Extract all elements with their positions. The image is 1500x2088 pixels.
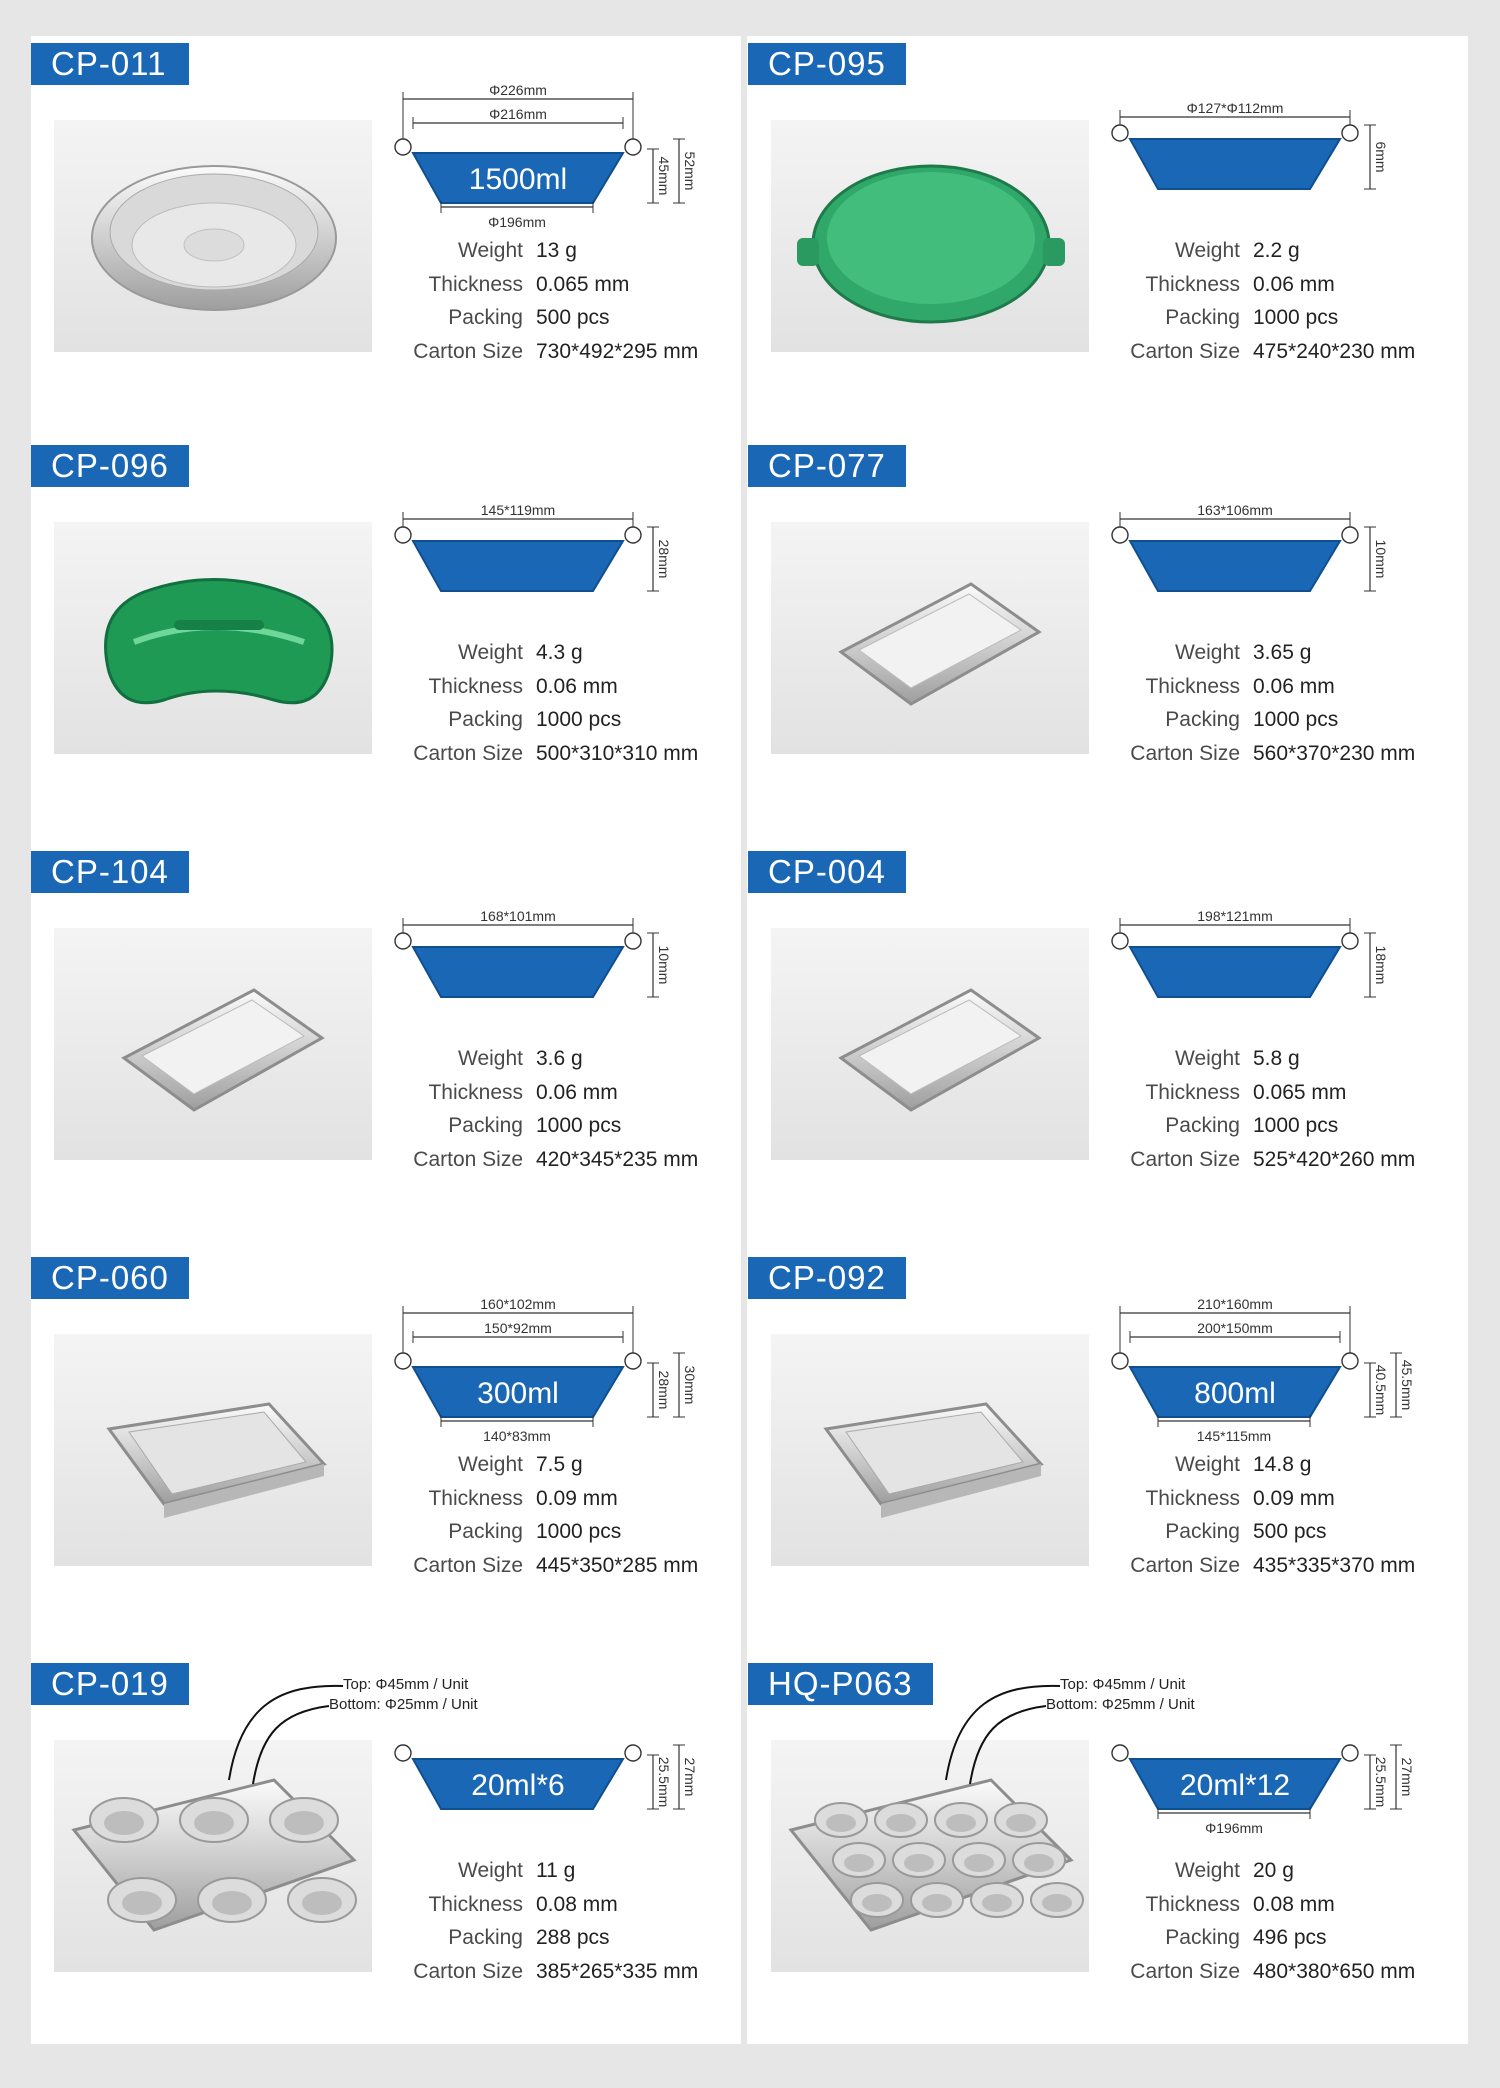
spec-thickness: Thickness 0.08 mm xyxy=(428,1892,618,1916)
spec-carton-size: Carton Size 420*345*235 mm xyxy=(413,1147,699,1171)
product-photo xyxy=(54,522,372,754)
dimension-diagram xyxy=(1108,861,1448,1021)
dim-height-outer: 27mm xyxy=(1399,1757,1415,1797)
dim-height-inner: 45mm xyxy=(656,156,672,196)
dim-height-outer: 10mm xyxy=(656,945,672,985)
dim-top-outer: 145*119mm xyxy=(480,502,556,518)
column-divider xyxy=(741,36,747,2044)
product-code: CP-104 xyxy=(31,851,189,893)
dim-top-inner: Φ216mm xyxy=(489,106,547,122)
spec-carton-size: Carton Size 525*420*260 mm xyxy=(1130,1147,1416,1171)
callout-bottom: Bottom: Φ25mm / Unit xyxy=(329,1696,478,1713)
dim-height-outer: 52mm xyxy=(682,151,698,191)
callout-leader-lines xyxy=(918,1684,1068,1794)
product-card-cp-004 xyxy=(748,846,1458,1246)
dim-top-outer: 168*101mm xyxy=(480,908,556,924)
spec-weight: Weight 3.65 g xyxy=(1175,641,1312,664)
dim-top-outer: 198*121mm xyxy=(1197,908,1273,924)
spec-packing: Packing 1000 pcs xyxy=(448,708,622,731)
dim-height-outer: 27mm xyxy=(682,1757,698,1797)
spec-thickness: Thickness 0.065 mm xyxy=(1145,1080,1347,1104)
spec-thickness: Thickness 0.08 mm xyxy=(1145,1892,1335,1916)
dim-top-inner: 200*150mm xyxy=(1197,1320,1273,1336)
spec-carton-size: Carton Size 445*350*285 mm xyxy=(413,1553,699,1577)
volume-label: 20ml*12 xyxy=(1179,1769,1291,1802)
dim-top-outer: Φ226mm xyxy=(489,82,547,98)
product-card-cp-096 xyxy=(31,440,741,840)
dim-height-outer: 18mm xyxy=(1373,945,1389,985)
spec-packing: Packing 500 pcs xyxy=(1165,1520,1327,1543)
dim-height-inner: 25.5mm xyxy=(656,1756,672,1808)
spec-table xyxy=(1088,1854,1428,1988)
product-code: CP-011 xyxy=(31,43,189,85)
product-code: HQ-P063 xyxy=(748,1663,933,1705)
spec-thickness: Thickness 0.06 mm xyxy=(1145,674,1335,698)
spec-table xyxy=(371,1448,711,1582)
product-photo xyxy=(771,522,1089,754)
product-photo xyxy=(54,928,372,1160)
spec-packing: Packing 1000 pcs xyxy=(1165,1114,1339,1137)
product-card-cp-092 xyxy=(748,1252,1458,1652)
dim-bottom: Φ196mm xyxy=(1205,1820,1263,1836)
product-card-cp-104 xyxy=(31,846,741,1246)
dimension-diagram xyxy=(1108,455,1448,615)
product-card-cp-060 xyxy=(31,1252,741,1652)
product-code: CP-095 xyxy=(748,43,906,85)
product-code: CP-060 xyxy=(31,1257,189,1299)
dimension-diagram xyxy=(1108,53,1448,213)
dim-height-outer: 45.5mm xyxy=(1399,1359,1415,1411)
product-card-cp-077 xyxy=(748,440,1458,840)
product-photo xyxy=(771,928,1089,1160)
spec-thickness: Thickness 0.09 mm xyxy=(1145,1486,1335,1510)
volume-label: 300ml xyxy=(477,1377,559,1410)
spec-weight: Weight 2.2 g xyxy=(1175,239,1300,262)
dim-bottom: 145*115mm xyxy=(1196,1428,1272,1444)
dim-bottom: Φ196mm xyxy=(488,214,546,230)
dimension-diagram xyxy=(391,861,731,1021)
spec-thickness: Thickness 0.09 mm xyxy=(428,1486,618,1510)
dim-height-outer: 6mm xyxy=(1373,141,1389,173)
dim-height-inner: 25.5mm xyxy=(1373,1756,1389,1808)
dim-top-outer: 210*160mm xyxy=(1197,1296,1273,1312)
dim-height-outer: 30mm xyxy=(682,1365,698,1405)
dim-top-outer: Φ127*Φ112mm xyxy=(1186,100,1284,116)
volume-label: 800ml xyxy=(1194,1377,1276,1410)
product-code: CP-092 xyxy=(748,1257,906,1299)
dim-top-inner: 150*92mm xyxy=(484,1320,552,1336)
spec-weight: Weight 14.8 g xyxy=(1175,1453,1312,1476)
dimension-diagram xyxy=(391,1267,731,1444)
spec-thickness: Thickness 0.065 mm xyxy=(428,272,630,296)
spec-thickness: Thickness 0.06 mm xyxy=(428,674,618,698)
product-code: CP-004 xyxy=(748,851,906,893)
spec-packing: Packing 1000 pcs xyxy=(448,1520,622,1543)
dim-height-inner: 40.5mm xyxy=(1373,1364,1389,1416)
dim-height-outer: 10mm xyxy=(1373,539,1389,579)
dim-height-outer: 28mm xyxy=(656,539,672,579)
dim-top-outer: 163*106mm xyxy=(1197,502,1273,518)
spec-thickness: Thickness 0.06 mm xyxy=(428,1080,618,1104)
spec-weight: Weight 11 g xyxy=(458,1859,576,1882)
spec-table xyxy=(371,234,711,368)
product-photo xyxy=(771,1334,1089,1566)
spec-carton-size: Carton Size 560*370*230 mm xyxy=(1130,741,1416,765)
spec-packing: Packing 500 pcs xyxy=(448,306,610,329)
spec-carton-size: Carton Size 730*492*295 mm xyxy=(413,339,699,363)
spec-table xyxy=(1088,636,1428,770)
product-card-cp-019 xyxy=(31,1658,741,2058)
callout-top: Top: Φ45mm / Unit xyxy=(343,1676,469,1693)
dimension-diagram xyxy=(391,455,731,615)
spec-weight: Weight 4.3 g xyxy=(458,641,583,664)
spec-weight: Weight 3.6 g xyxy=(458,1047,583,1070)
product-photo xyxy=(54,120,372,352)
spec-carton-size: Carton Size 500*310*310 mm xyxy=(413,741,699,765)
spec-thickness: Thickness 0.06 mm xyxy=(1145,272,1335,296)
spec-table xyxy=(371,1042,711,1176)
callout-top: Top: Φ45mm / Unit xyxy=(1060,1676,1186,1693)
dim-top-outer: 160*102mm xyxy=(480,1296,556,1312)
spec-packing: Packing 1000 pcs xyxy=(448,1114,622,1137)
spec-table xyxy=(371,1854,711,1988)
spec-carton-size: Carton Size 435*335*370 mm xyxy=(1130,1553,1416,1577)
spec-table xyxy=(1088,1448,1428,1582)
dimension-diagram xyxy=(391,53,731,230)
dimension-diagram xyxy=(1108,1267,1448,1444)
spec-packing: Packing 288 pcs xyxy=(448,1926,610,1949)
product-code: CP-019 xyxy=(31,1663,189,1705)
product-card-cp-095 xyxy=(748,38,1458,438)
product-card-hq-p063 xyxy=(748,1658,1458,2058)
spec-weight: Weight 7.5 g xyxy=(458,1453,583,1476)
spec-table xyxy=(1088,234,1428,368)
product-card-cp-011 xyxy=(31,38,741,438)
spec-carton-size: Carton Size 475*240*230 mm xyxy=(1130,339,1416,363)
spec-weight: Weight 13 g xyxy=(458,239,577,262)
spec-weight: Weight 5.8 g xyxy=(1175,1047,1300,1070)
spec-packing: Packing 1000 pcs xyxy=(1165,708,1339,731)
dim-bottom: 140*83mm xyxy=(483,1428,551,1444)
volume-label: 20ml*6 xyxy=(471,1769,565,1802)
spec-weight: Weight 20 g xyxy=(1175,1859,1294,1882)
callout-bottom: Bottom: Φ25mm / Unit xyxy=(1046,1696,1195,1713)
product-code: CP-096 xyxy=(31,445,189,487)
spec-packing: Packing 1000 pcs xyxy=(1165,306,1339,329)
spec-carton-size: Carton Size 385*265*335 mm xyxy=(413,1959,699,1983)
spec-table xyxy=(1088,1042,1428,1176)
spec-carton-size: Carton Size 480*380*650 mm xyxy=(1130,1959,1416,1983)
spec-packing: Packing 496 pcs xyxy=(1165,1926,1327,1949)
product-code: CP-077 xyxy=(748,445,906,487)
volume-label: 1500ml xyxy=(468,163,568,196)
product-photo xyxy=(54,1334,372,1566)
spec-table xyxy=(371,636,711,770)
callout-leader-lines xyxy=(201,1684,351,1794)
dim-height-inner: 28mm xyxy=(656,1370,672,1410)
product-photo xyxy=(771,120,1089,352)
